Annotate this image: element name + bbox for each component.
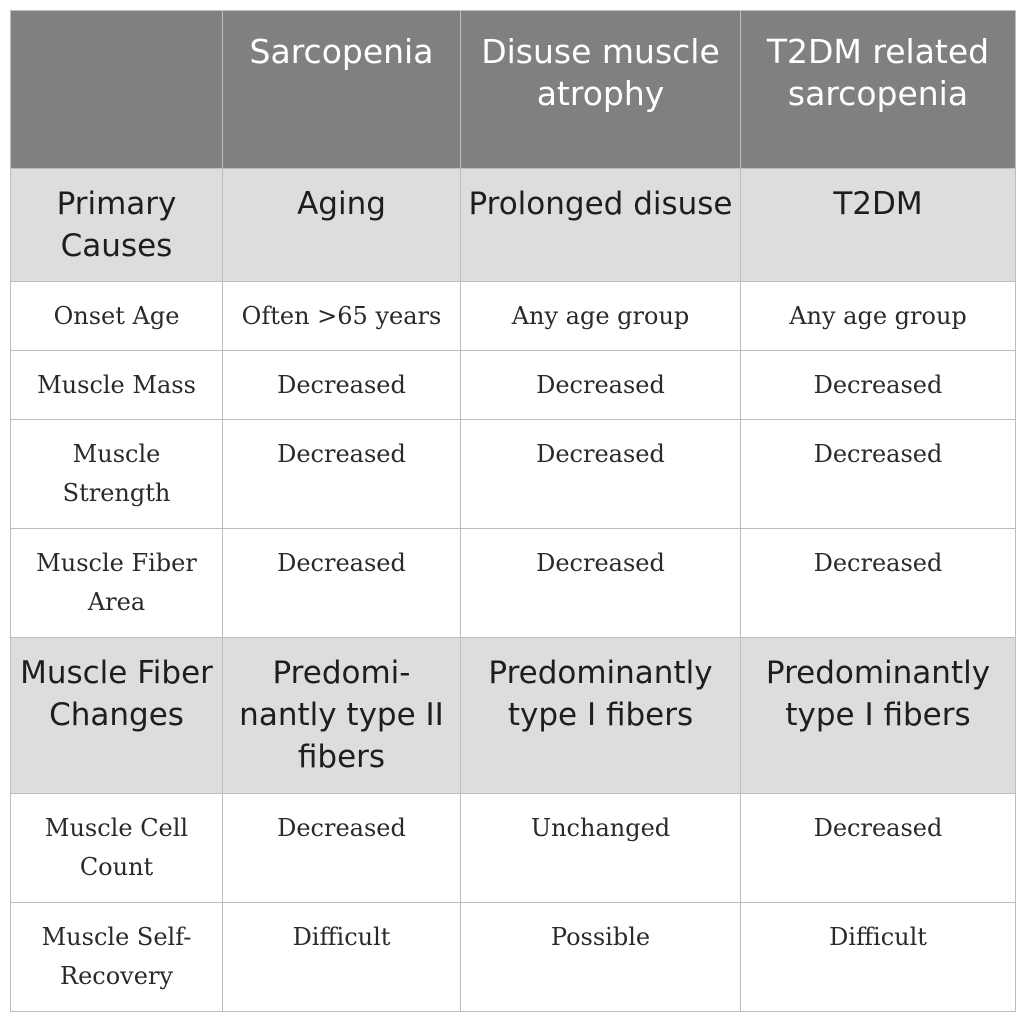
header-t2dm-sarcopenia: T2DM related sarcopenia [741,11,1016,169]
table-row [11,420,1016,529]
table-cell: Decreased [461,420,741,529]
table-cell: Difficult [741,903,1016,1012]
table-cell: Decreased [741,529,1016,638]
table-cell: Often >65 years [223,282,461,351]
table-cell: Decreased [223,351,461,420]
table-cell: Decreased [223,529,461,638]
table-row [11,638,1016,794]
row-label: Muscle Strength [11,420,223,529]
row-label: Muscle Self-Recovery [11,903,223,1012]
table-row [11,529,1016,638]
table-cell: Predominantly type I fibers [461,638,741,794]
table-cell: Predominantly type I fibers [741,638,1016,794]
row-label: Onset Age [11,282,223,351]
table-cell: Decreased [461,351,741,420]
table-cell: Decreased [741,420,1016,529]
table-row [11,903,1016,1012]
header-row [11,11,1016,169]
table-cell: Unchanged [461,794,741,903]
table-cell: Any age group [461,282,741,351]
comparison-table [10,10,1016,1012]
row-label: Muscle Fiber Changes [11,638,223,794]
table-cell: Difficult [223,903,461,1012]
table-cell: Predomi-nantly type II fibers [223,638,461,794]
table-cell: Decreased [741,794,1016,903]
row-label: Muscle Cell Count [11,794,223,903]
table-row [11,794,1016,903]
table-row [11,351,1016,420]
table-cell: Decreased [461,529,741,638]
table-cell: Any age group [741,282,1016,351]
row-label: Muscle Fiber Area [11,529,223,638]
table-row [11,169,1016,282]
table-cell: T2DM [741,169,1016,282]
table-row [11,282,1016,351]
row-label: Muscle Mass [11,351,223,420]
table-cell: Decreased [741,351,1016,420]
table-cell: Decreased [223,794,461,903]
row-label: Primary Causes [11,169,223,282]
header-disuse-atrophy: Disuse muscle atrophy [461,11,741,169]
header-sarcopenia: Sarcopenia [223,11,461,169]
table-cell: Aging [223,169,461,282]
table-cell: Decreased [223,420,461,529]
header-corner [11,11,223,169]
table-cell: Possible [461,903,741,1012]
table-cell: Prolonged disuse [461,169,741,282]
